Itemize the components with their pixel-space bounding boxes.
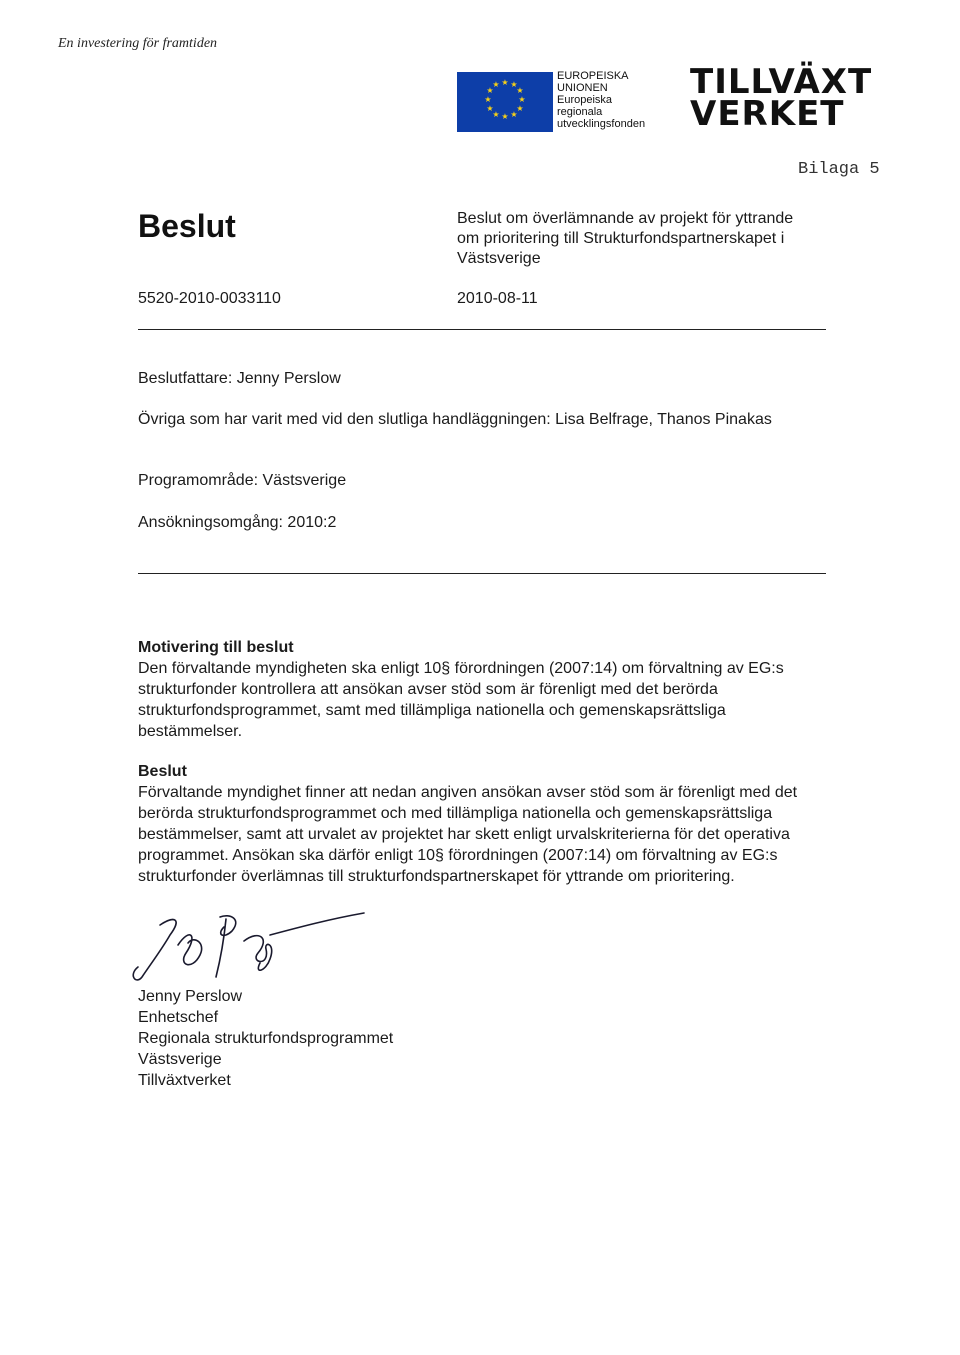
attachment-label: Bilaga 5 <box>798 160 880 179</box>
decision-heading: Beslut <box>138 763 187 780</box>
program-area: Programområde: Västsverige <box>138 472 347 489</box>
decision-section <box>138 761 806 887</box>
signer-block <box>138 986 393 1091</box>
document-date: 2010-08-11 <box>457 290 538 307</box>
svg-text:★: ★ <box>486 104 494 113</box>
signer-name: Jenny Perslow <box>138 988 243 1005</box>
signer-role: Enhetschef <box>138 1009 219 1026</box>
application-round: Ansökningsomgång: 2010:2 <box>138 514 337 531</box>
tillvaxtverket-logo <box>690 62 873 134</box>
document-title: Beslut <box>138 208 236 244</box>
eu-logo-line: utvecklingsfonden <box>557 118 646 130</box>
document-subject: Beslut om överlämnande av projekt för yttrande om prioritering till Strukturfondspartnerskapet i Västsverige <box>457 210 794 267</box>
svg-text:★: ★ <box>484 95 492 104</box>
motivation-section <box>138 637 818 742</box>
svg-text:★: ★ <box>518 95 526 104</box>
decision-body: Förvaltande myndighet finner att nedan angiven ansökan avser stöd som är förenligt med det berörda strukturfondsprogrammet och med tillämpliga nationella och gemenskapsrättsliga bestämmelser, samt att urvalet av projektet har skett enligt urvalskriterierna för det operativa programmet. Ansökan ska därför enligt 10§ förordningen (2007:14) om förvaltning av EG:s strukturfonder överlämnas till strukturfondspartnerskapet för yttrande om prioritering. <box>138 784 798 885</box>
svg-text:★: ★ <box>516 104 524 113</box>
signer-agency: Tillväxtverket <box>138 1072 231 1089</box>
eu-logo-text <box>557 70 645 130</box>
case-number: 5520-2010-0033110 <box>138 290 281 307</box>
logo-line-2: VERKET <box>690 94 845 134</box>
svg-text:★: ★ <box>486 86 494 95</box>
logo-line-1: TILLVÄXT <box>690 62 873 102</box>
svg-text:★: ★ <box>492 110 500 119</box>
motivation-heading: Motivering till beslut <box>138 639 294 656</box>
svg-text:★: ★ <box>501 112 509 121</box>
eu-logo-line: regionala <box>557 106 603 118</box>
svg-text:★: ★ <box>510 110 518 119</box>
svg-text:★: ★ <box>510 80 518 89</box>
eu-flag-logo <box>457 72 553 132</box>
handwritten-signature <box>120 905 380 990</box>
svg-text:★: ★ <box>516 86 524 95</box>
other-participants: Övriga som har varit med vid den slutliga handläggningen: Lisa Belfrage, Thanos Pinakas <box>138 411 772 428</box>
divider <box>138 573 826 574</box>
divider <box>138 329 826 330</box>
decision-maker: Beslutfattare: Jenny Perslow <box>138 370 341 387</box>
motivation-body: Den förvaltande myndigheten ska enligt 10§ förordningen (2007:14) om förvaltning av EG:s strukturfonder kontrollera att ansökan avser stöd som är förenligt med det berörda strukturfondsprogrammet, samt med tillämpliga nationella och gemenskapsrättsliga bestämmelser. <box>138 660 784 740</box>
svg-text:★: ★ <box>492 80 500 89</box>
eu-logo-line: EUROPEISKA <box>557 70 629 82</box>
signer-unit: Regionala strukturfondsprogrammet <box>138 1030 394 1047</box>
svg-text:★: ★ <box>501 78 509 87</box>
tagline: En investering för framtiden <box>58 36 218 51</box>
signer-region: Västsverige <box>138 1051 222 1068</box>
eu-logo-line: Europeiska <box>557 94 613 106</box>
eu-logo-line: UNIONEN <box>557 82 608 94</box>
